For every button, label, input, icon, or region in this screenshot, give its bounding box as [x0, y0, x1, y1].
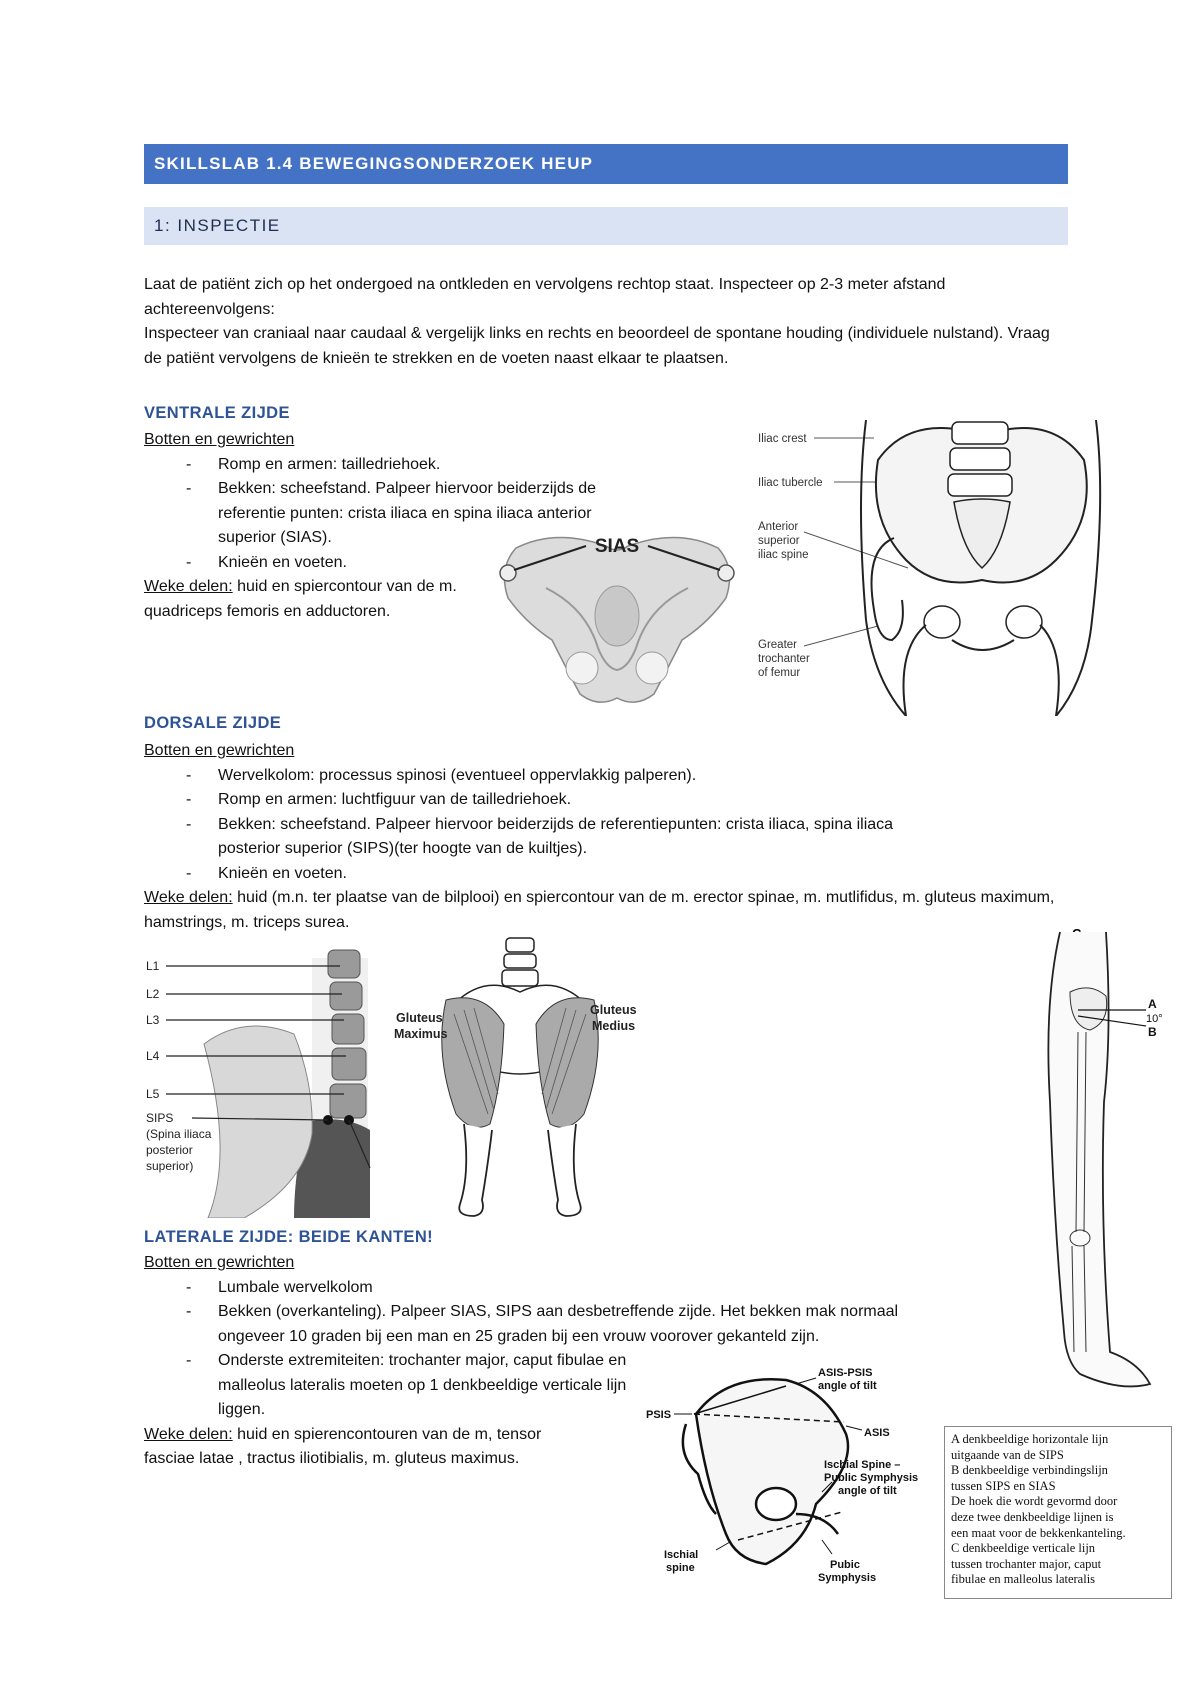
- label-l1: L1: [146, 959, 160, 973]
- label-pubic: Pubic: [830, 1559, 860, 1571]
- intro-text: [144, 273, 1064, 371]
- dorsal-soft-label: Weke delen:: [144, 889, 233, 906]
- heading-dorsale-zijde: DORSALE ZIJDE: [144, 714, 282, 732]
- label-of-femur: of femur: [758, 667, 801, 679]
- dorsal-item-3: - Bekken: scheefstand. Palpeer hiervoor beiderzijds de referentiepunten: crista iliaca, spina iliaca posterior superior (SIPS)(ter hoogte van de kuiltjes).: [144, 813, 938, 862]
- ventral-item-3: - Knieën en voeten.: [144, 551, 638, 576]
- label-l3: L3: [146, 1013, 160, 1027]
- label-angle-of-tilt-2: angle of tilt: [838, 1485, 897, 1497]
- label-asis: ASIS: [864, 1427, 890, 1439]
- dorsal-soft-tissue: [144, 886, 1074, 935]
- caption-line: De hoek die wordt gevormd door: [951, 1494, 1118, 1509]
- label-anterior: Anterior: [758, 521, 799, 533]
- label-iliac-spine: iliac spine: [758, 549, 809, 561]
- caption-line: A denkbeeldige horizontale lijn: [951, 1432, 1109, 1446]
- lateral-item-3: - Onderste extremiteiten: trochanter major, caput fibulae en malleolus lateralis moeten op 1 denkbeeldige verticale lijn liggen.: [144, 1349, 648, 1423]
- lateral-soft-text: huid en spierencontouren van de m, tensor fasciae latae , tractus iliotibialis, m. gluteus maximus.: [144, 1425, 542, 1467]
- label-medius: Medius: [592, 1019, 636, 1033]
- ventral-item-1: - Romp en armen: tailledriehoek.: [144, 453, 638, 478]
- label-l4: L4: [146, 1049, 160, 1063]
- ventral-soft-tissue: [144, 575, 462, 624]
- dorsal-section: [144, 739, 1074, 935]
- label-asis-psis: ASIS-PSIS: [818, 1367, 873, 1379]
- label-superior: superior: [758, 535, 800, 547]
- lateral-soft-label: Weke delen:: [144, 1425, 233, 1443]
- section-heading-inspectie: 1: INSPECTIE: [144, 207, 1068, 245]
- caption-line: uitgaande van de SIPS: [951, 1447, 1064, 1462]
- label-a: A: [1148, 997, 1157, 1011]
- label-iliac-tubercle: Iliac tubercle: [758, 477, 823, 489]
- caption-line: fibulae en malleolus lateralis: [951, 1572, 1096, 1587]
- pelvic-tilt-figure: [646, 1364, 932, 1590]
- lateral-leg-figure: [1020, 922, 1172, 1402]
- leg-figure-caption: [944, 1426, 1172, 1599]
- lateral-bones-label: Botten en gewrichten: [144, 1254, 295, 1271]
- dorsal-soft-text: huid (m.n. ter plaatse van de bilplooi) en spiercontour van de m. erector spinae, m. mutlifidus, m. gluteus maximum, hamstrings, m. triceps surea.: [144, 889, 1055, 931]
- dorsal-bones-label: Botten en gewrichten: [144, 742, 295, 759]
- label-psis: PSIS: [646, 1409, 672, 1421]
- gluteus-muscles-figure: [394, 934, 644, 1218]
- label-spina-iliaca: (Spina iliaca: [146, 1127, 212, 1141]
- lateral-item-2: - Bekken (overkanteling). Palpeer SIAS, SIPS aan desbetreffende zijde. Het bekken mak normaal ongeveer 10 graden bij een man en 25 graden bij een vrouw voorover gekanteld zijn.: [144, 1300, 932, 1349]
- dorsal-item-1: - Wervelkolom: processus spinosi (eventueel oppervlakkig palperen).: [144, 764, 938, 789]
- intro-paragraph-1: Laat de patiënt zich op het ondergoed na ontkleden en vervolgens rechtop staat. Inspecteer op 2-3 meter afstand achtereenvolgens:: [144, 276, 946, 318]
- heading-ventrale-zijde: VENTRALE ZIJDE: [144, 404, 290, 422]
- label-10-degrees: 10°: [1146, 1013, 1163, 1025]
- lateral-item-1: - Lumbale wervelkolom: [144, 1276, 932, 1301]
- label-sips: SIPS: [146, 1111, 174, 1125]
- caption-line: C denkbeeldige verticale lijn: [951, 1541, 1096, 1556]
- lateral-soft-tissue: [144, 1423, 564, 1472]
- label-symphysis: Symphysis: [818, 1572, 877, 1584]
- label-trochanter: trochanter: [758, 653, 810, 665]
- ventral-bones-label: Botten en gewrichten: [144, 431, 295, 448]
- pelvis-sias-figure: [486, 528, 748, 714]
- label-l2: L2: [146, 987, 160, 1001]
- label-posterior: posterior: [146, 1143, 193, 1157]
- label-b: B: [1148, 1025, 1157, 1039]
- label-ischial-spine-dash: Ischial Spine –: [824, 1459, 901, 1471]
- label-angle-of-tilt-1: angle of tilt: [818, 1380, 877, 1392]
- label-maximus: Maximus: [394, 1027, 448, 1041]
- intro-paragraph-2: Inspecteer van craniaal naar caudaal & vergelijk links en rechts en beoordeel de spontane houding (individuele nulstand). Vraag de patiënt vervolgens de knieën te strekken en de voeten naast elkaar te plaatsen.: [144, 325, 1050, 367]
- label-greater: Greater: [758, 639, 797, 651]
- document-title-banner: SKILLSLAB 1.4 BEWEGINGSONDERZOEK HEUP: [144, 144, 1068, 184]
- ventral-item-2: - Bekken: scheefstand. Palpeer hiervoor beiderzijds de referentie punten: crista iliaca en spina iliaca anterior superior (SIAS).: [144, 477, 638, 551]
- label-superior-paren: superior): [146, 1159, 194, 1173]
- caption-line: tussen SIPS en SIAS: [951, 1478, 1056, 1493]
- label-gluteus-2: Gluteus: [590, 1003, 637, 1017]
- ventral-soft-text: huid en spiercontour van de m. quadriceps femoris en adductoren.: [144, 578, 457, 620]
- label-l5: L5: [146, 1087, 160, 1101]
- label-public-symphysis: Public Symphysis: [824, 1472, 919, 1484]
- heading-laterale-zijde: LATERALE ZIJDE: BEIDE KANTEN!: [144, 1228, 434, 1246]
- label-iliac-crest: Iliac crest: [758, 433, 807, 445]
- ventral-soft-label: Weke delen:: [144, 578, 233, 595]
- dorsal-item-2: - Romp en armen: luchtfiguur van de tailledriehoek.: [144, 788, 938, 813]
- ventral-hip-figure: [756, 420, 1112, 716]
- caption-line: een maat voor de bekkenkanteling.: [951, 1525, 1126, 1540]
- dorsal-item-4: - Knieën en voeten.: [144, 862, 938, 887]
- caption-line: B denkbeeldige verbindingslijn: [951, 1463, 1108, 1478]
- caption-line: deze twee denkbeeldige lijnen is: [951, 1509, 1114, 1524]
- label-gluteus-1: Gluteus: [396, 1011, 443, 1025]
- lumbar-spine-sips-figure: [144, 934, 374, 1218]
- caption-line: tussen trochanter major, caput: [951, 1556, 1102, 1571]
- sias-label: SIAS: [594, 536, 640, 557]
- label-ischial: Ischial: [664, 1549, 699, 1561]
- label-spine: spine: [666, 1562, 695, 1574]
